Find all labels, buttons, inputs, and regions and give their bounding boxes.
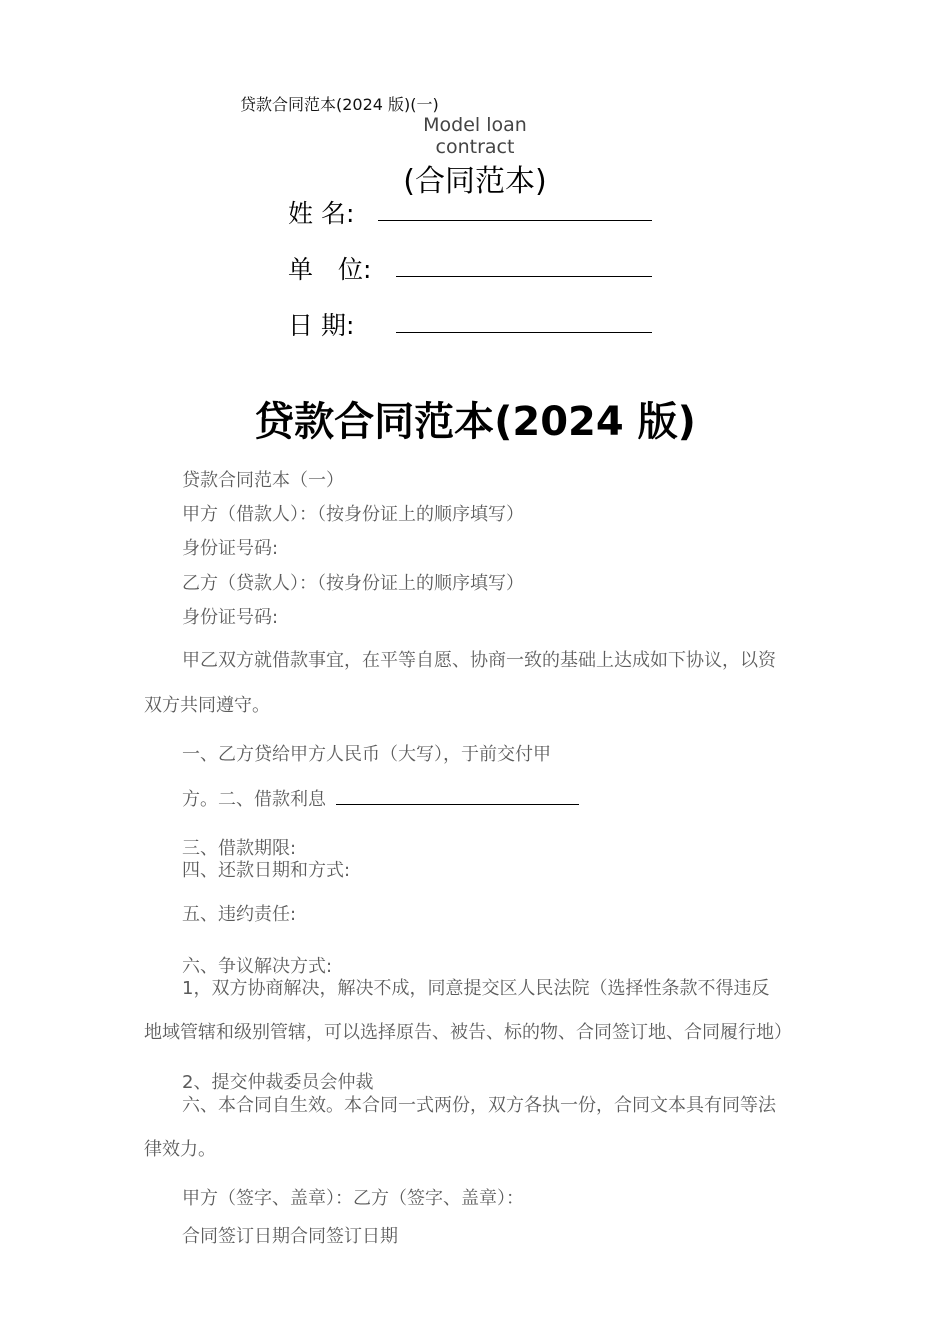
agreement-intro-line1: 甲乙双方就借款事宜，在平等自愿、协商一致的基础上达成如下协议，以资 xyxy=(182,650,776,671)
agreement-intro-line2: 双方共同遵守。 xyxy=(144,695,270,716)
unit-field-line xyxy=(396,276,652,277)
party-b-line: 乙方（贷款人）：（按身份证上的顺序填写） xyxy=(182,573,524,594)
interest-blank-line xyxy=(336,804,579,805)
clause-4: 四、还款日期和方式: xyxy=(182,860,351,881)
party-a-id-line: 身份证号码: xyxy=(182,538,279,559)
name-field-line xyxy=(378,220,652,221)
clause-1-line1: 一、乙方贷给甲方人民币（大写），于前交付甲 xyxy=(182,744,551,765)
effective-clause-line1: 六、本合同自生效。本合同一式两份，双方各执一份，合同文本具有同等法 xyxy=(182,1095,776,1116)
clause-1-line2: 方。二、借款利息 xyxy=(182,789,326,810)
clause-5: 五、违约责任: xyxy=(182,904,297,925)
name-field-label: 姓 名: xyxy=(288,199,355,228)
cover-english-title-line2: contract xyxy=(435,136,515,158)
sign-date-line: 合同签订日期合同签订日期 xyxy=(182,1226,398,1247)
document-main-title: 贷款合同范本(2024 版) xyxy=(254,399,696,445)
cover-subtitle: (合同范本) xyxy=(403,164,547,199)
clause-6-option-2: 2、提交仲裁委员会仲裁 xyxy=(182,1072,374,1093)
clause-6-option-1-line1: 1，双方协商解决，解决不成，同意提交区人民法院（选择性条款不得违反 xyxy=(182,978,770,999)
cover-top-title: 贷款合同范本(2024 版)(一) xyxy=(240,95,439,114)
party-b-id-line: 身份证号码: xyxy=(182,607,279,628)
effective-clause-line2: 律效力。 xyxy=(144,1139,216,1160)
clause-3: 三、借款期限: xyxy=(182,838,297,859)
party-a-line: 甲方（借款人）：（按身份证上的顺序填写） xyxy=(182,504,524,525)
contract-heading: 贷款合同范本（一） xyxy=(182,470,344,491)
clause-6: 六、争议解决方式: xyxy=(182,956,333,977)
date-field-label: 日 期: xyxy=(288,311,355,340)
cover-english-title-line1: Model loan xyxy=(423,114,527,136)
date-field-line xyxy=(396,332,652,333)
unit-field-label: 单 位: xyxy=(288,255,372,284)
clause-6-option-1-line2: 地域管辖和级别管辖，可以选择原告、被告、标的物、合同签订地、合同履行地） xyxy=(144,1022,792,1043)
signature-line: 甲方（签字、盖章）：乙方（签字、盖章）： xyxy=(182,1188,524,1209)
